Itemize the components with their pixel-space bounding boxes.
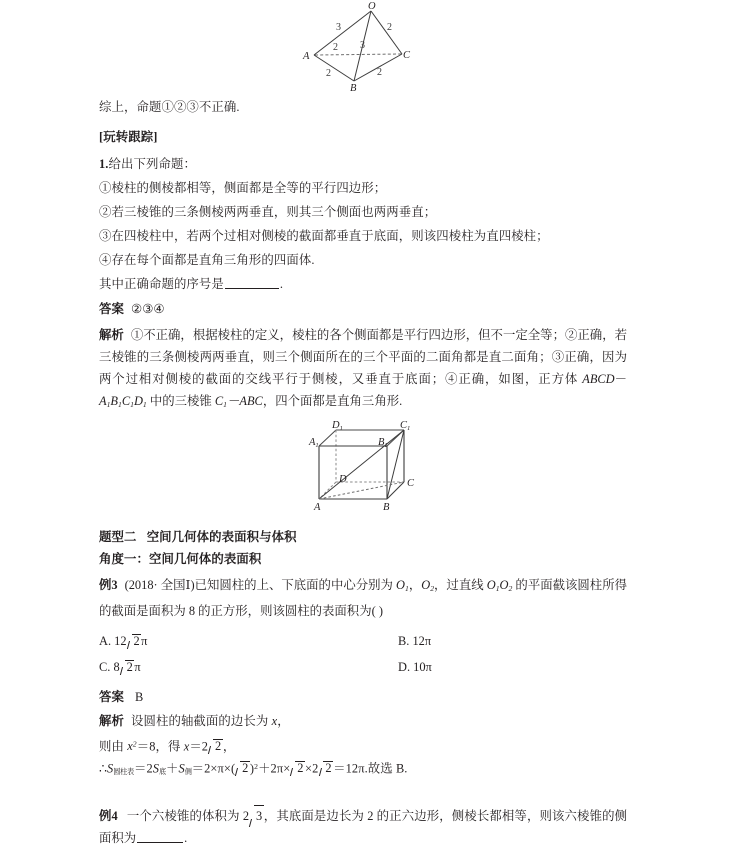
- example4-stem-c: .: [184, 831, 188, 845]
- S-lateral-sub: 侧: [184, 768, 192, 777]
- example3-analysis-text-a: 设圆柱的轴截面的边长为: [130, 714, 272, 728]
- tetra-vertex-A: A: [303, 51, 310, 62]
- tetra-vertex-C: C: [403, 50, 411, 61]
- example3-source: (2018· 全国Ⅰ): [124, 578, 195, 592]
- tetra-edge-label-AB: 2: [326, 68, 331, 79]
- analysis-cube-name: ABCD: [582, 372, 615, 386]
- question1-number: 1.: [99, 157, 109, 171]
- answer-label: 答案: [99, 302, 124, 316]
- analysis-dash: －: [614, 372, 627, 386]
- plus1: ＋: [165, 761, 179, 776]
- question1-analysis: [99, 324, 627, 416]
- option-B[interactable]: [398, 634, 431, 649]
- line2-a: 则由: [99, 739, 128, 754]
- figure-cube-ABCD-A1B1C1D1: [308, 420, 424, 512]
- cube-vertex-A: A: [314, 502, 321, 512]
- example3-answer-label: 答案: [99, 690, 124, 704]
- question1-stem: [99, 157, 639, 172]
- section2-topic: [99, 530, 639, 545]
- question1-ask-prefix: 其中正确命题的序号是: [99, 277, 224, 291]
- example3-line-O1O2: $O_1O_2$: [486, 578, 513, 593]
- option-D[interactable]: [398, 660, 432, 675]
- option-A[interactable]: [99, 634, 147, 649]
- eq2: ＝2×π×(: [191, 761, 236, 776]
- analysis-body-part1: ①不正确，根据棱柱的定义，棱柱的各个侧面都是平行四边形，但不一定全等；②正确，若三棱锥的三条侧棱两两垂直，则三个侧面所在的三个平面的二面角都是直二面角；③正确，因为两个过相对侧棱的截面的交线平行于侧棱，又垂直于底面；④正确，如图，正方体: [99, 328, 628, 386]
- example3-analysis-line1: [99, 714, 639, 729]
- question1-answer-line: [99, 302, 639, 317]
- question1-answer-value: ②③④: [130, 302, 165, 316]
- example3-number: 3: [111, 578, 118, 592]
- question1-item-1: ①棱柱的侧棱都相等，侧面都是全等的平行四边形；: [99, 181, 387, 195]
- tetra-edge-label-OB: 3: [360, 40, 365, 51]
- close-paren: ): [249, 761, 255, 776]
- tail-text: .故选 B.: [364, 761, 408, 776]
- example3-stem-c: 的平面截该圆柱所得的截面是面积为 8 的正方形，则该圆柱的表面积为( ): [99, 578, 627, 618]
- option-D-value: 10π: [413, 660, 432, 674]
- example3-stem-b: ，过直线: [434, 578, 487, 592]
- S-base: S: [152, 761, 160, 776]
- figure-tetrahedron-OABC: [302, 0, 414, 92]
- S-base-sub: 底: [159, 768, 166, 777]
- line2-b: ＝8，得: [136, 739, 184, 754]
- conclusion-line: 综上，命题①②③不正确.: [99, 100, 240, 114]
- eq1: ＝2: [133, 761, 153, 776]
- analysis-tetra-name-2: －ABC: [227, 394, 263, 408]
- sup-2: 2: [254, 762, 259, 771]
- cube-vertex-C: C: [407, 478, 415, 489]
- option-D-key: D.: [398, 660, 411, 674]
- radical-1: 2: [236, 761, 250, 776]
- option-row-CD: [99, 660, 639, 686]
- example3-var-x: x: [271, 714, 278, 728]
- section2-topic-title: 空间几何体的表面积与体积: [146, 530, 297, 544]
- example4-label: 例: [99, 809, 112, 823]
- example3-comma: ，: [408, 578, 422, 592]
- cube-vertex-D1: D1: [332, 420, 343, 432]
- analysis-body-part3: ，四个面都是直角三角形.: [262, 394, 403, 408]
- example4-number: 4: [111, 809, 118, 823]
- example3-O1: $O_1$: [396, 578, 409, 593]
- option-B-value: 12π: [412, 634, 432, 648]
- option-C-key: C.: [99, 660, 111, 674]
- analysis-label: 解析: [99, 328, 124, 342]
- example3-analysis-line3: [99, 759, 639, 780]
- example3-analysis-label: 解析: [99, 714, 124, 728]
- example4-stem: [99, 805, 627, 849]
- tetra-edge-label-AC: 2: [333, 42, 338, 53]
- tetra-edge-label-OC: 2: [387, 22, 392, 33]
- question1-item-2: ②若三棱锥的三条侧棱两两垂直，则其三个侧面也两两垂直；: [99, 205, 437, 219]
- option-C-value: 8 2π: [113, 660, 141, 674]
- example3-stem-a: 已知圆柱的上、下底面的中心分别为: [194, 578, 397, 592]
- cube-vertex-B1: B1: [378, 437, 388, 449]
- radical-2: 2: [291, 761, 305, 776]
- analysis-tetra-name: $C_1$: [214, 394, 228, 409]
- tetra-vertex-O: O: [368, 1, 376, 12]
- cube-vertex-C1: C1: [400, 420, 411, 432]
- S-lateral: S: [178, 761, 185, 776]
- line2-radical: 2: [209, 739, 223, 754]
- eq3: ＝12π: [333, 761, 365, 776]
- question1-stem-text: 给出下列命题：: [108, 157, 196, 171]
- question1-item-3: ③在四棱柱中，若两个过相对侧棱的截面都垂直于底面，则该四棱柱为直四棱柱；: [99, 229, 549, 243]
- cube-vertex-D: D: [339, 474, 347, 485]
- example3-analysis-text-b: ，: [277, 714, 290, 728]
- option-row-AB: [99, 634, 639, 660]
- line2-e: ，: [222, 739, 236, 754]
- example3-answer-value: B: [134, 690, 144, 704]
- analysis-body-part2: 中的三棱锥: [146, 394, 215, 408]
- example3-answer-line: [99, 690, 639, 705]
- example4-radical: 3: [250, 805, 264, 827]
- tetra-edge-label-OA: 3: [336, 22, 341, 33]
- analysis-cube-top-name: $A_1B_1C_1D_1$: [99, 394, 147, 409]
- radical-3: 2: [319, 761, 333, 776]
- example4-stem-a: 一个六棱锥的体积为 2: [126, 809, 250, 823]
- times: ×2: [305, 761, 319, 776]
- S-cylinder-sub: 圆柱表: [113, 768, 134, 777]
- example3-analysis-line2: [99, 737, 639, 754]
- answer-blank[interactable]: [225, 277, 279, 289]
- option-C[interactable]: [99, 660, 141, 675]
- line2-c: x: [183, 739, 190, 754]
- example4-answer-blank[interactable]: [137, 831, 183, 843]
- example3-O2: $O_2$: [421, 578, 435, 593]
- option-A-key: A.: [99, 634, 112, 648]
- question1-ask-line: [99, 277, 639, 292]
- cube-vertex-B: B: [383, 502, 390, 512]
- line2-d: ＝2: [189, 739, 209, 754]
- question1-item-4: ④存在每个面都是直角三角形的四面体.: [99, 253, 315, 267]
- example3-stem: [99, 574, 627, 622]
- question1-ask-suffix: .: [279, 277, 284, 291]
- tetra-edge-label-BC: 2: [377, 67, 382, 78]
- plus2: ＋2π×: [258, 761, 291, 776]
- section-tag: [玩转跟踪]: [99, 130, 158, 144]
- example3-options: [99, 634, 639, 686]
- S-cylinder: S: [106, 761, 114, 776]
- line2-x: $x^2$: [127, 739, 137, 754]
- tetra-vertex-B: B: [350, 83, 357, 92]
- option-A-value: 12 2π: [114, 634, 148, 648]
- example4-stem-b: ，其底面是边长为 2 的正六边形，侧棱长都相等，则该六棱锥的侧面积为: [99, 809, 628, 845]
- cube-vertex-A1: A1: [309, 437, 319, 449]
- section2-topic-label: 题型二: [99, 530, 137, 544]
- example3-label: 例: [99, 578, 112, 592]
- therefore-symbol: ∴: [99, 761, 107, 776]
- section2-angle-label: 角度一：空间几何体的表面积: [99, 552, 262, 566]
- option-B-key: B.: [398, 634, 410, 648]
